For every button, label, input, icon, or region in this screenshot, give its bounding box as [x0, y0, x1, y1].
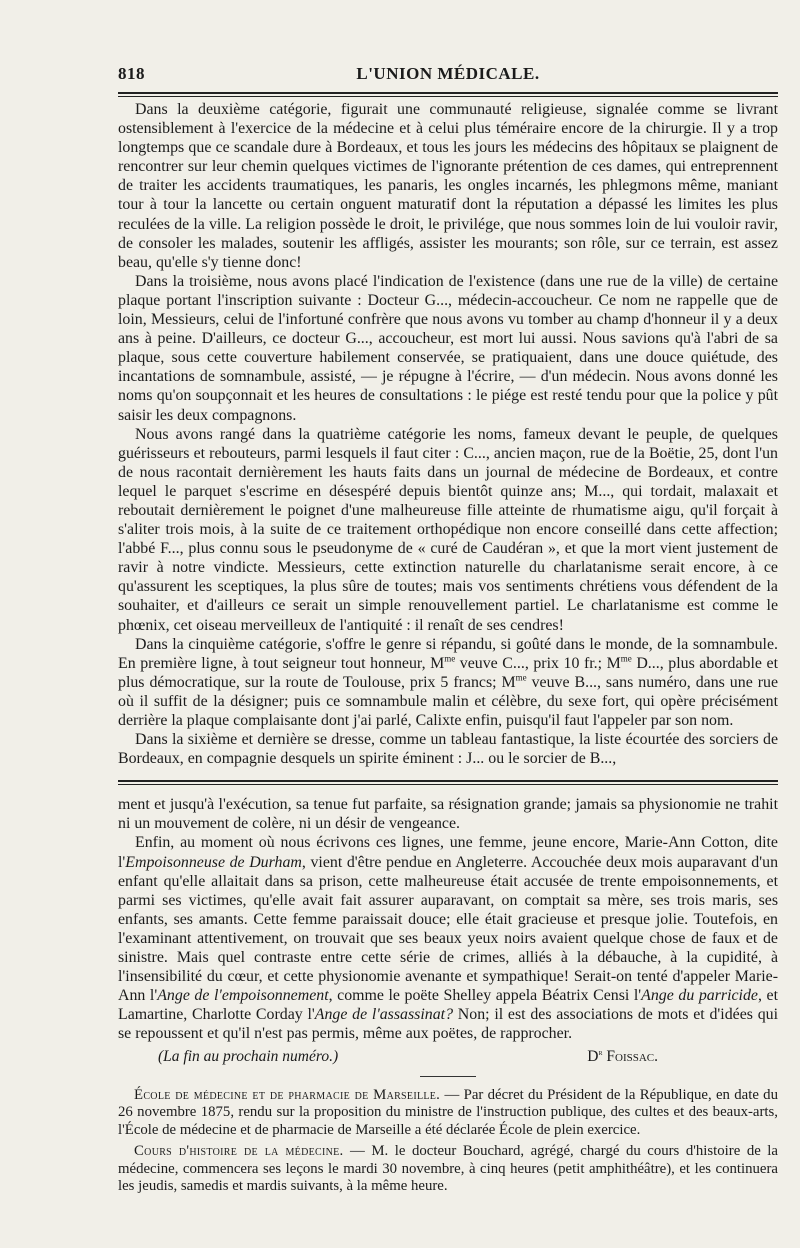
paragraph-second-category: Dans la deuxième catégorie, figurait une communauté religieuse, signalée comme se livrant ostensiblement à l'exercice de la médecine et à celui plus téméraire encore de la chirurgie. Il y a trop longtemps que ce scandale dure à Bordeaux, et tous les jours les médecins des hôpitaux se plaignent de rencontrer sur leur chemin quelques victimes de l'ignorante prétention de ces dames, qui entreprennent de traiter les accidents traumatiques, les panaris, les ongles incarnés, les phlegmons même, maniant tour à tour la lancette ou certain onguent maturatif dont la réputation a dépassé les limites les plus reculées de la ville. La religion possède le droit, le privilége, que nous sommes loin de lui vouloir ravir, de consoler les malades, soutenir les affligés, assister les mourants; son rôle, sur ce terrain, est assez beau, qu'elle s'y tienne donc!: [118, 101, 778, 271]
italic-phrase: Ange de l'empoisonnement: [157, 987, 329, 1005]
text-run: Non; il est des associations de mots et d'idées qui se repoussent et qu'il n'est pas permis, même aux poëtes, de rapprocher.: [118, 1006, 779, 1043]
notice-heading: Cours d'histoire de la médecine.: [134, 1143, 344, 1160]
italic-phrase: Ange de l'assassinat?: [314, 1006, 454, 1024]
italic-phrase: Empoisonneuse de Durham: [125, 853, 302, 871]
notice-heading: École de médecine et de pharmacie de Marseille.: [134, 1086, 441, 1103]
text-run: , comme le poëte Shelley appela Béatrix Censi l': [328, 987, 642, 1005]
notice-cours-histoire: [118, 1143, 778, 1196]
continuation-paragraph: ment et jusqu'à l'exécution, sa tenue fut parfaite, sa résignation grande; jamais sa physionomie ne trahit ni un mouvement de colère, ni un désir de vengeance.: [118, 796, 778, 833]
text-run: veuve B..., sans numéro, dans une rue où il suffit de la désigner; puis ce somnambule malin et célèbre, du sexe fort, qui opère précisément derrière la plaque complaisante dont j'ai parlé, Calixte enfin, puisqu'il faut l'appeler par son nom.: [118, 673, 778, 729]
superscript: r: [598, 1046, 603, 1057]
page-number: 818: [118, 64, 145, 83]
continuation-note: (La fin au prochain numéro.): [158, 1047, 339, 1065]
short-divider: [420, 1076, 476, 1077]
paragraph-third-category: Dans la troisième, nous avons placé l'indication de l'existence (dans une rue de la ville) de certaine plaque portant l'inscription suivante : Docteur G..., médecin-accoucheur. Ce nom ne rappelle que de loin, Messieurs, celui de l'infortuné confrère que nous avons vu tomber au champ d'honneur il y a deux ans à peine. D'ailleurs, ce docteur G..., accoucheur, est mort lui aussi. Nous savions qu'à l'abri de sa plaque, sous cette couverture habilement conservée, se pratiquaient, dans une douce quiétude, des incantations de somnambule, assisté, — je répugne à l'écrire, — d'un médecin. Nous avons donné les noms qu'on soupçonnait et les heures de consultations : le piége est resté tendu pour que la police y pût saisir les deux compagnons.: [118, 272, 778, 424]
superscript: me: [515, 672, 527, 683]
section-divider: [118, 780, 778, 785]
superscript: me: [444, 653, 456, 664]
text-run: veuve C..., prix 10 fr.; M: [455, 654, 621, 672]
superscript: me: [620, 653, 632, 664]
running-title: L'UNION MÉDICALE.: [356, 64, 540, 83]
notice-text: — Par décret du Président de la République, en date du 26 novembre 1875, rendu sur la proposition du ministre de l'instruction publique, des cultes et des beaux-arts, l'École de médecine et de pharmacie de Marseille a été déclarée École de plein exercice.: [118, 1086, 778, 1138]
italic-phrase: Ange du parricide: [641, 987, 758, 1005]
paragraph-fourth-category: Nous avons rangé dans la quatrième catégorie les noms, fameux devant le peuple, de quelques guérisseurs et rebouteurs, parmi lesquels il faut citer : C..., ancien maçon, rue de la Boëtie, 25, dont l'un de nous racontait dernièrement les hauts faits dans un journal de médecine de Bordeaux, et contre lequel le parquet s'escrime en désespéré depuis bientôt quinze ans; M..., qui tordait, malaxait et reboutait dernièrement le poignet d'une malheureuse fille atteinte de rhumatisme aigu, qu'il forçait à s'aliter trois mois, à la suite de ce traitement orthopédique non encore conseillé dans cette affection; l'abbé F..., plus connu sous le pseudonyme de « curé de Caudéran », et que la mort vient justement de ravir à notre vindicte. Messieurs, cette extinction naturelle du charlatanisme serait encore, à ce qu'assurent les sceptiques, la plus sûre de toutes; mais vos sentiments chrétiens vous défendent de la souhaiter, et d'ailleurs ce serait un simple renouvellement partiel. Le charlatanisme est comme le phœnix, cet oiseau merveilleux de l'antiquité : il renaît de ses cendres!: [118, 425, 778, 634]
notice-ecole-marseille: [118, 1087, 778, 1140]
paragraph-fifth-category: [118, 635, 778, 730]
page-header: [118, 62, 778, 90]
author-prefix: D: [587, 1047, 599, 1065]
author-signature: [587, 1048, 658, 1066]
author-name: Foissac.: [602, 1047, 658, 1065]
text-run: Dans la cinquième catégorie, s'offre le genre si répandu, si goûté dans le monde, de la somnambule. En première ligne, à tout seigneur tout honneur, M: [118, 635, 778, 672]
paragraph-marie-ann-cotton: [118, 833, 778, 1043]
text-run: Enfin, au moment où nous écrivons ces lignes, une femme, jeune encore, Marie-Ann Cotton, dite l': [118, 834, 778, 871]
header-rule: [118, 92, 778, 97]
paragraph-sixth-category: Dans la sixième et dernière se dresse, comme un tableau fantastique, la liste écourtée des sorciers de Bordeaux, en compagnie desquels un spirite éminent : J... ou le sorcier de B...,: [118, 731, 778, 768]
text-run: D..., plus abordable et plus démocratique, sur la route de Toulouse, prix 5 francs; M: [118, 654, 778, 691]
notice-text: — M. le docteur Bouchard, agrégé, chargé du cours d'histoire de la médecine, commencera ses leçons le mardi 30 novembre, à cinq heures (petit amphithéâtre), et les continuera les jeudis, samedis et mardis suivants, à la même heure.: [118, 1143, 778, 1195]
text-run: , vient d'être pendue en Angleterre. Accouchée deux mois auparavant d'un enfant qu'elle allaitait dans sa prison, cette malheureuse était accusée de trente empoisonnements, et parmi ses victimes, qu'elle avait fait assurer auparavant, on comptait sa mère, ses trois maris, ses enfants, ses amants. Cette femme paraissait douce; elle était gracieuse et presque jolie. Toutefois, en l'examinant attentivement, on trouvait que ses beaux yeux noirs avaient quelque chose de faux et de sinistre. Mais quel contraste entre cette série de crimes, alliés à la débauche, à la cupidité, à l'insensibilité du cœur, et cette physionomie avenante et sympathique! Serait-on tenté d'appeler Marie-Ann l': [118, 853, 779, 1005]
text-run: , et Lamartine, Charlotte Corday l': [118, 987, 778, 1024]
signature-line: [118, 1046, 778, 1068]
